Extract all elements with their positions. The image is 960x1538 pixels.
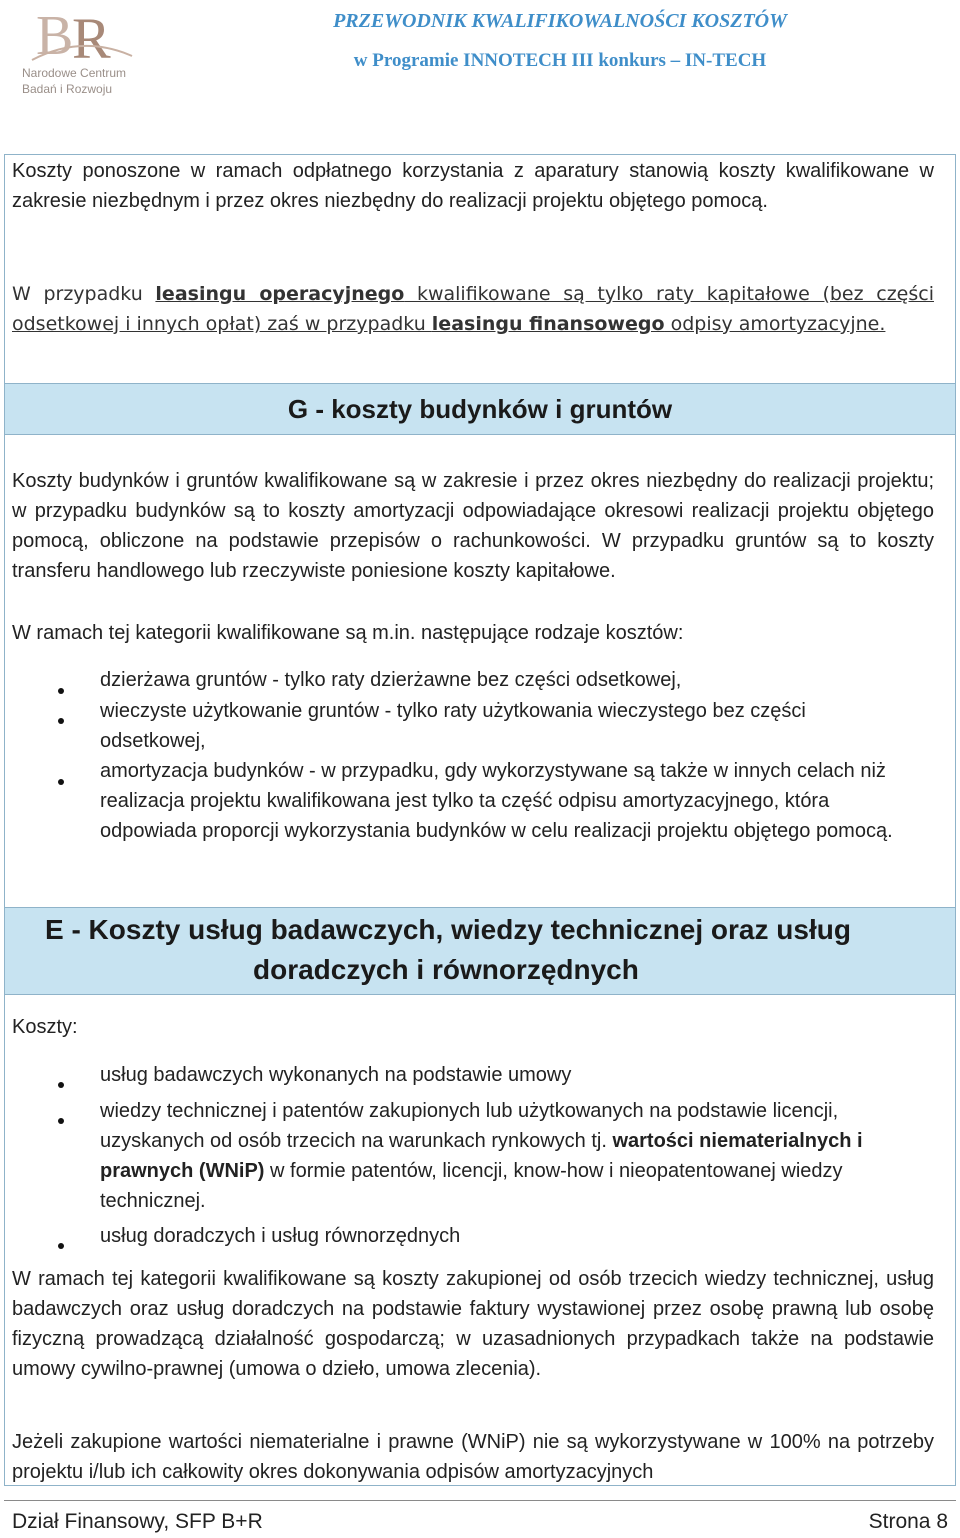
bullet-dot-icon (58, 688, 64, 694)
leasing-text-e: odpisy amortyzacyjne. (664, 313, 886, 335)
leasing-financial: leasingu finansowego (431, 313, 665, 335)
wnip-text-a: wiedzy technicznej i patentów zakupionych lub użytkowanych na podstawie licencji, uzyskanych od osób trzecich na warunkach rynkowych tj. (100, 1100, 839, 1152)
svg-text:R: R (72, 6, 111, 66)
bullet-dot-icon (58, 1243, 64, 1249)
wnip-text-c: w formie patentów, licencji, know-how i nieopatentowanej wiedzy technicznej. (100, 1160, 843, 1212)
ncbr-logo-mark-icon (12, 4, 162, 66)
footer-department: Dział Finansowy, SFP B+R (12, 1510, 263, 1533)
logo-text-line-2: Badań i Rozwoju (22, 82, 113, 96)
intro-paragraph-2 (12, 279, 934, 339)
ncbr-logo (12, 4, 162, 104)
program-subtitle: w Programie INNOTECH III konkurs – IN-TECH (353, 50, 767, 71)
list-item: wieczyste użytkowanie gruntów - tylko raty użytkowania wieczystego bez części odsetkowej, (100, 700, 806, 752)
section-g-paragraph-2: W ramach tej kategorii kwalifikowane są m.in. następujące rodzaje kosztów: (12, 622, 684, 644)
section-g-heading: G - koszty budynków i gruntów (5, 383, 955, 435)
page-header (0, 0, 960, 120)
bullet-dot-icon (58, 779, 64, 785)
section-e-paragraph-1: W ramach tej kategorii kwalifikowane są koszty zakupionej od osób trzecich wiedzy technicznej, usług badawczych oraz usług doradczych na podstawie faktury wystawionej przez osobę prawną lub osobę fizyczną prowadzącą działalność gospodarczą; w uzasadnionych przypadkach także na podstawie umowy cywilno-prawnej (umowa o dzieło, umowa zlecenia). (12, 1268, 934, 1380)
list-item: dzierżawa gruntów - tylko raty dzierżawne bez części odsetkowej, (100, 669, 682, 691)
leasing-text-c: kwalifikowane są tylko raty kapitałowe (bez części odsetkowej i innych opłat) zaś w przypadku (12, 283, 934, 335)
bullet-dot-icon (58, 718, 64, 724)
section-e-heading-line-1: E - Koszty usług badawczych, wiedzy technicznej oraz usług (45, 914, 851, 945)
section-e-paragraph-2: Jeżeli zakupione wartości niematerialne i prawne (WNiP) nie są wykorzystywane w 100% na potrzeby projektu i/lub ich całkowity okres dokonywania odpisów amortyzacyjnych (12, 1431, 934, 1483)
footer-divider (4, 1500, 956, 1501)
wnip-bold: wartości niematerialnych i prawnych (WNiP) (100, 1130, 863, 1182)
section-e-intro: Koszty: (12, 1016, 78, 1038)
leasing-operating: leasingu operacyjnego (155, 283, 405, 305)
guide-title: PRZEWODNIK KWALIFIKOWALNOŚCI KOSZTÓW (333, 10, 787, 32)
bullet-dot-icon (58, 1082, 64, 1088)
logo-text-line-1: Narodowe Centrum (22, 66, 127, 80)
leasing-text-a: W przypadku (12, 283, 156, 305)
intro-paragraph-1: Koszty ponoszone w ramach odpłatnego korzystania z aparatury stanowią koszty kwalifikowane w zakresie niezbędnym i przez okres niezbędny do realizacji projektu objętego pomocą. (12, 160, 934, 212)
list-item: usług doradczych i usług równorzędnych (100, 1225, 461, 1247)
section-g-paragraph-1: Koszty budynków i gruntów kwalifikowane są w zakresie i przez okres niezbędny do realizacji projektu; w przypadku budynków są to koszty amortyzacji odpowiadające okresowi realizacji projektu objętego pomocą, obliczone na podstawie przepisów o rachunkowości. W przypadku gruntów są to koszty transferu handlowego lub rzeczywiste poniesione koszty kapitałowe. (12, 470, 934, 582)
section-e-heading (5, 907, 955, 995)
section-e-heading-line-2: doradczych i równorzędnych (253, 954, 639, 985)
bullet-dot-icon (58, 1118, 64, 1124)
list-item: amortyzacja budynków - w przypadku, gdy wykorzystywane są także w innych celach niż realizacja projektu kwalifikowana jest tylko ta część odpisu amortyzacyjnego, która odpowiada proporcji wykorzystania budynków w celu realizacji projektu objętego pomocą. (100, 760, 893, 842)
list-item (100, 1096, 900, 1216)
svg-text:B: B (36, 5, 74, 66)
list-item: usług badawczych wykonanych na podstawie umowy (100, 1064, 572, 1086)
page-number: Strona 8 (868, 1510, 948, 1533)
